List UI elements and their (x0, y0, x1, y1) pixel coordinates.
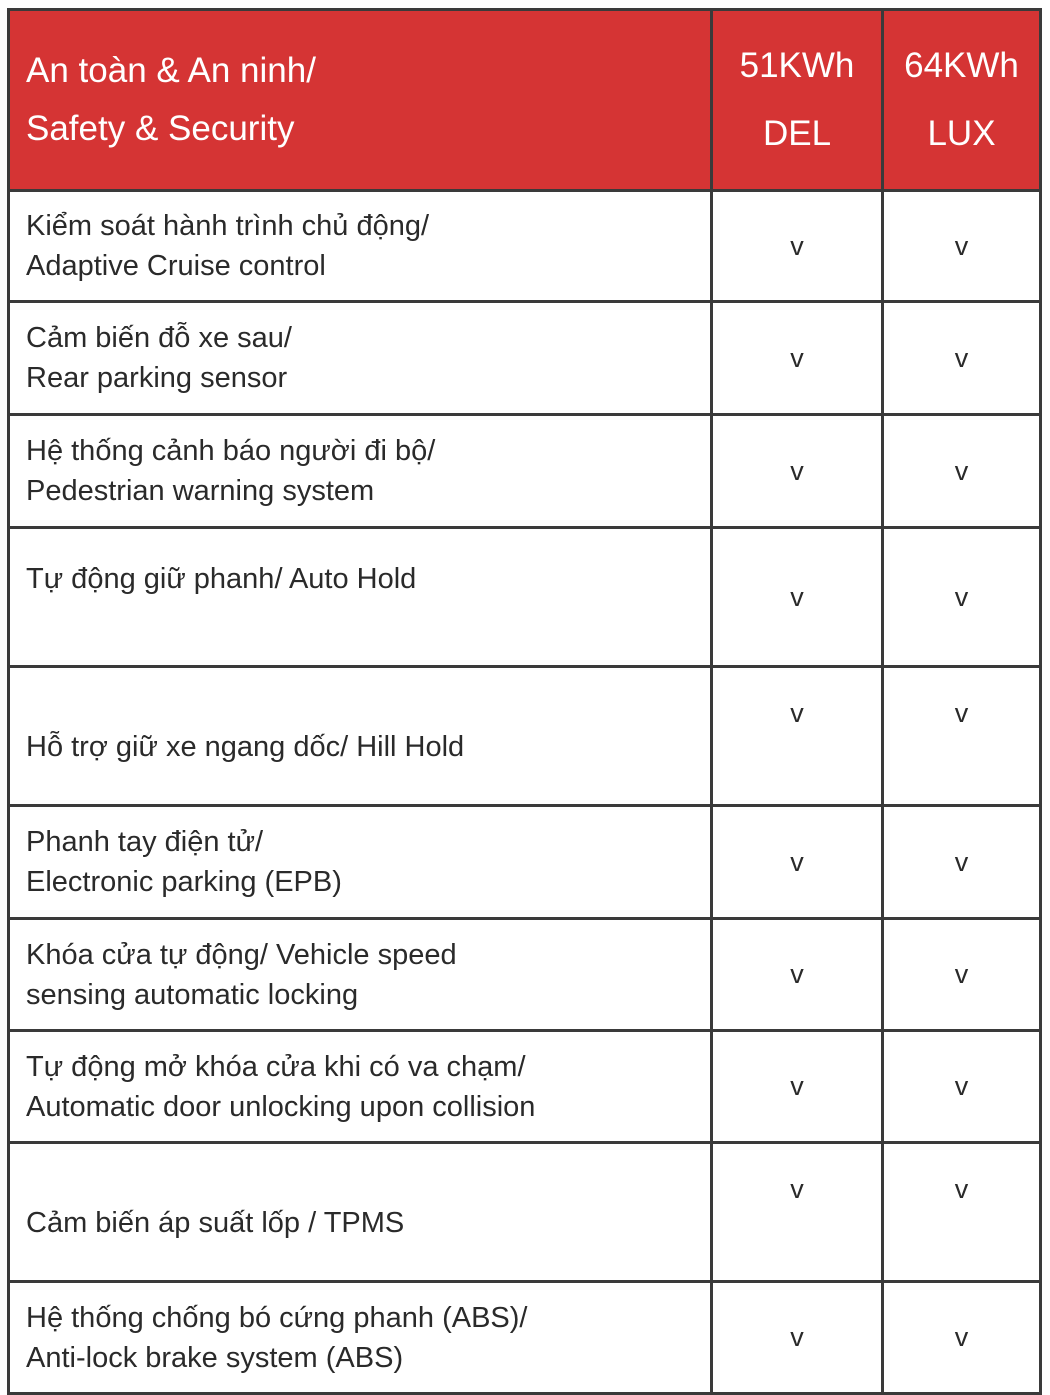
feature-mark-64kwh: v (883, 302, 1041, 415)
feature-cell (9, 806, 712, 919)
feature-cell (9, 1282, 712, 1394)
feature-mark-51kwh: v (712, 415, 883, 528)
feature-label-vi: Tự động mở khóa cửa khi có va chạm/ (26, 1050, 526, 1083)
feature-mark-64kwh: v (883, 1282, 1041, 1394)
feature-label-en: Pedestrian warning system (26, 475, 375, 507)
feature-cell (9, 415, 712, 528)
feature-cell (9, 528, 712, 667)
section-title-cell (9, 10, 712, 191)
variant-trim: LUX (927, 114, 996, 153)
feature-mark-64kwh: v (883, 1031, 1041, 1143)
feature-mark-51kwh: v (712, 919, 883, 1031)
feature-label-en: Rear parking sensor (26, 362, 288, 394)
feature-mark-64kwh: v (883, 191, 1041, 302)
variant-header-64kwh (883, 10, 1041, 191)
feature-mark-51kwh: v (712, 528, 883, 667)
feature-mark-51kwh: v (712, 302, 883, 415)
feature-mark-64kwh: v (883, 1143, 1041, 1282)
feature-mark-51kwh: v (712, 1031, 883, 1143)
feature-mark-51kwh: v (712, 1143, 883, 1282)
feature-cell (9, 1031, 712, 1143)
spec-table-container (7, 8, 1039, 1374)
feature-mark-64kwh: v (883, 528, 1041, 667)
feature-mark-51kwh: v (712, 806, 883, 919)
table-row (9, 1282, 1041, 1394)
feature-label: Cảm biến áp suất lốp / TPMS (26, 1207, 405, 1239)
feature-label-vi: Khóa cửa tự động/ Vehicle speed (26, 938, 457, 971)
feature-label-en: Automatic door unlocking upon collision (26, 1090, 536, 1123)
feature-cell (9, 191, 712, 302)
feature-label-vi: Kiểm soát hành trình chủ động/ (26, 210, 430, 242)
table-row (9, 806, 1041, 919)
table-row (9, 1031, 1041, 1143)
feature-cell (9, 302, 712, 415)
feature-mark-64kwh: v (883, 806, 1041, 919)
feature-mark-64kwh: v (883, 667, 1041, 806)
feature-label-vi: Hệ thống cảnh báo người đi bộ/ (26, 435, 436, 467)
section-title-en: Safety & Security (26, 109, 295, 148)
table-row (9, 302, 1041, 415)
section-title-vi: An toàn & An ninh/ (26, 51, 316, 90)
feature-mark-51kwh: v (712, 667, 883, 806)
feature-label-vi: Hệ thống chống bó cứng phanh (ABS)/ (26, 1301, 528, 1334)
variant-trim: DEL (762, 114, 832, 153)
feature-mark-64kwh: v (883, 415, 1041, 528)
feature-label-vi: Phanh tay điện tử/ (26, 826, 264, 858)
feature-label-en: sensing automatic locking (26, 978, 359, 1011)
feature-cell (9, 667, 712, 806)
feature-label-en: Electronic parking (EPB) (26, 866, 342, 898)
feature-mark-64kwh: v (883, 919, 1041, 1031)
table-row (9, 667, 1041, 806)
feature-label-vi: Cảm biến đỗ xe sau/ (26, 322, 292, 354)
table-row (9, 191, 1041, 302)
feature-label: Tự động giữ phanh/ Auto Hold (26, 563, 417, 595)
safety-spec-table (7, 8, 1042, 1395)
feature-label: Hỗ trợ giữ xe ngang dốc/ Hill Hold (26, 731, 465, 763)
feature-label-en: Anti-lock brake system (ABS) (26, 1341, 404, 1374)
table-row (9, 528, 1041, 667)
feature-cell (9, 1143, 712, 1282)
feature-mark-51kwh: v (712, 1282, 883, 1394)
feature-label-en: Adaptive Cruise control (26, 250, 326, 282)
variant-header-51kwh (712, 10, 883, 191)
table-row (9, 1143, 1041, 1282)
table-row (9, 919, 1041, 1031)
variant-capacity: 64KWh (904, 46, 1019, 85)
variant-capacity: 51KWh (739, 46, 855, 85)
table-row (9, 415, 1041, 528)
feature-cell (9, 919, 712, 1031)
table-header-row (9, 10, 1041, 191)
feature-mark-51kwh: v (712, 191, 883, 302)
